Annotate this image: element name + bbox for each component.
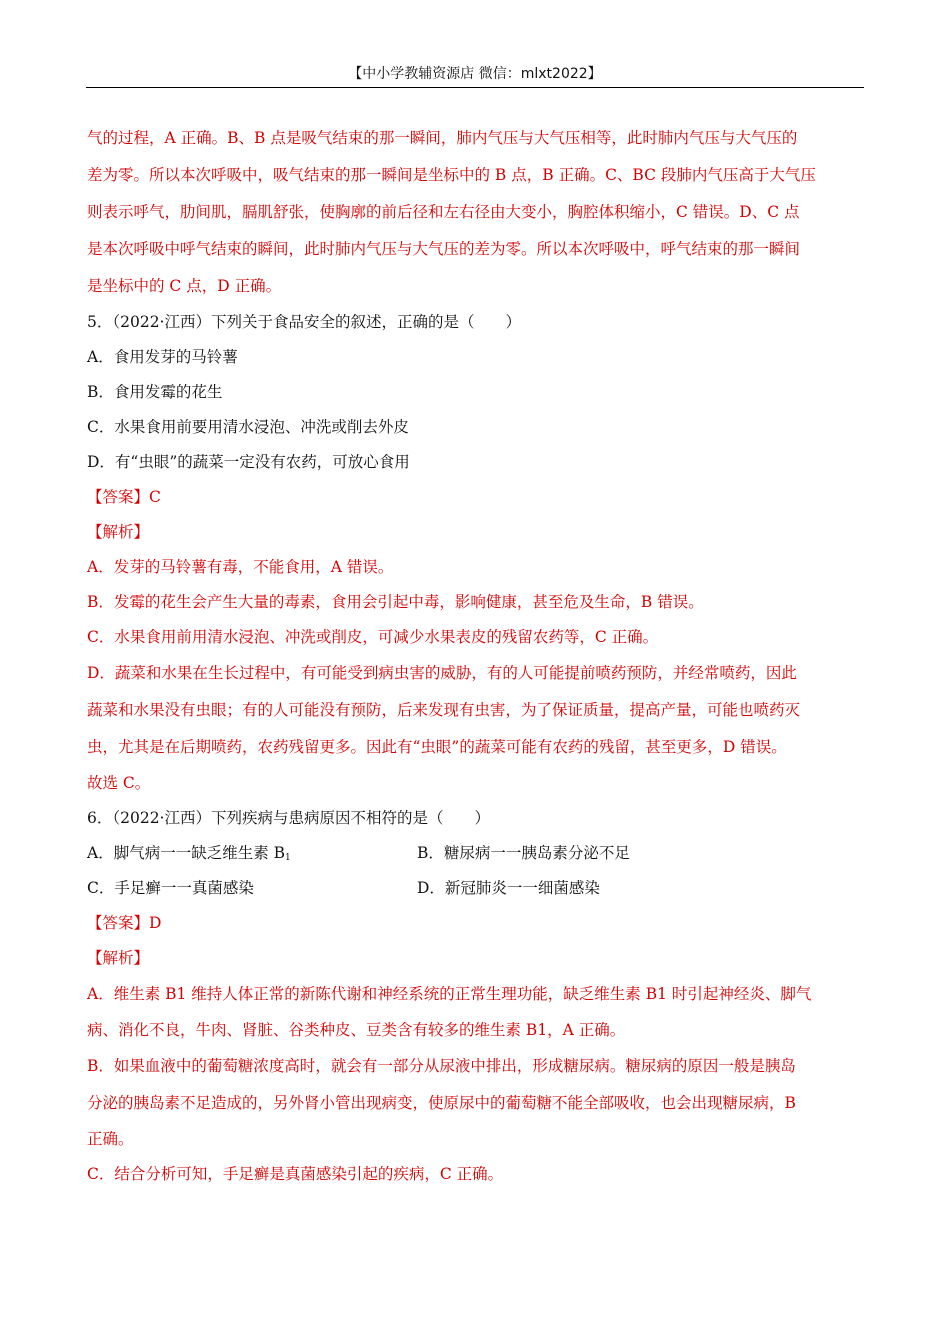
q5-analysis-line: B．发霉的花生会产生大量的毒素，食用会引起中毒，影响健康，甚至危及生命，B 错误。	[87, 593, 704, 611]
q5-analysis-line: 蔬菜和水果没有虫眼；有的人可能没有预防，后来发现有虫害，为了保证质量，提高产量，可能也喷药灭	[87, 701, 801, 719]
q6-answer: 【答案】D	[87, 914, 162, 932]
q6-option-a-subscript: 1	[285, 853, 291, 863]
q4-analysis-line: 差为零。所以本次呼吸中，吸气结束的那一瞬间是坐标中的 B 点，B 正确。C、BC 段肺内气压高于大气压	[87, 166, 816, 184]
q6-analysis-line: A．维生素 B1 维持人体正常的新陈代谢和神经系统的正常生理功能，缺乏维生素 B1 时引起神经炎、脚气	[87, 985, 812, 1003]
header-divider	[86, 87, 864, 88]
q6-option-a	[87, 836, 417, 871]
q4-analysis-line: 是坐标中的 C 点，D 正确。	[87, 277, 282, 295]
q6-analysis-line: 病、消化不良，牛肉、肾脏、谷类种皮、豆类含有较多的维生素 B1，A 正确。	[87, 1021, 626, 1039]
q6-analysis-line: 分泌的胰岛素不足造成的，另外肾小管出现病变，使原尿中的葡萄糖不能全部吸收，也会出现糖尿病，B	[87, 1094, 796, 1112]
q5-analysis-line: 故选 C。	[87, 774, 151, 792]
document-body	[87, 120, 867, 1192]
q6-option-a-text: A．脚气病一一缺乏维生素 B	[87, 844, 286, 862]
q6-option-d: D．新冠肺炎一一细菌感染	[417, 879, 600, 897]
page-header: 【中小学教辅资源店 微信：mlxt2022】	[348, 66, 602, 82]
q4-analysis-line: 是本次呼吸中呼气结束的瞬间，此时肺内气压与大气压的差为零。所以本次呼吸中，呼气结束的那一瞬间	[87, 240, 801, 258]
q6-analysis-line: B．如果血液中的葡萄糖浓度高时，就会有一部分从尿液中排出，形成糖尿病。糖尿病的原因一般是胰岛	[87, 1057, 796, 1075]
q5-option-d: D．有“虫眼”的蔬菜一定没有农药，可放心食用	[87, 453, 410, 471]
q6-analysis-line: 正确。	[87, 1130, 134, 1148]
q5-analysis-line: C．水果食用前用清水浸泡、冲洗或削皮，可减少水果表皮的残留农药等，C 正确。	[87, 628, 659, 646]
q6-stem: 6．（2022·江西）下列疾病与患病原因不相符的是（ ）	[87, 809, 490, 827]
q5-option-c: C．水果食用前要用清水浸泡、冲洗或削去外皮	[87, 418, 409, 436]
q5-answer: 【答案】C	[87, 488, 161, 506]
q5-option-b: B．食用发霉的花生	[87, 383, 223, 401]
q6-options-row	[87, 836, 867, 871]
q4-analysis-line: 则表示呼气，肋间肌，膈肌舒张，使胸廓的前后径和左右径由大变小，胸腔体积缩小，C 错误。D、C 点	[87, 203, 800, 221]
q6-option-b: B．糖尿病一一胰岛素分泌不足	[417, 844, 630, 862]
q6-options-row	[87, 871, 867, 906]
q5-option-a: A．食用发芽的马铃薯	[87, 348, 238, 366]
q5-analysis-label: 【解析】	[87, 523, 150, 541]
q5-analysis-line: 虫，尤其是在后期喷药，农药残留更多。因此有“虫眼”的蔬菜可能有农药的残留，甚至更多，D 错误。	[87, 738, 787, 756]
q5-analysis-line: A．发芽的马铃薯有毒，不能食用，A 错误。	[87, 558, 394, 576]
q6-analysis-label: 【解析】	[87, 949, 150, 967]
q4-analysis-line: 气的过程，A 正确。B、B 点是吸气结束的那一瞬间，肺内气压与大气压相等，此时肺内气压与大气压的	[87, 129, 798, 147]
q5-analysis-line: D．蔬菜和水果在生长过程中，有可能受到病虫害的威胁，有的人可能提前喷药预防，并经常喷药，因此	[87, 664, 797, 682]
q6-analysis-line: C．结合分析可知，手足癣是真菌感染引起的疾病，C 正确。	[87, 1165, 504, 1183]
q5-stem: 5．（2022·江西）下列关于食品安全的叙述，正确的是（ ）	[87, 313, 521, 331]
q6-option-c: C．手足癣一一真菌感染	[87, 879, 254, 897]
